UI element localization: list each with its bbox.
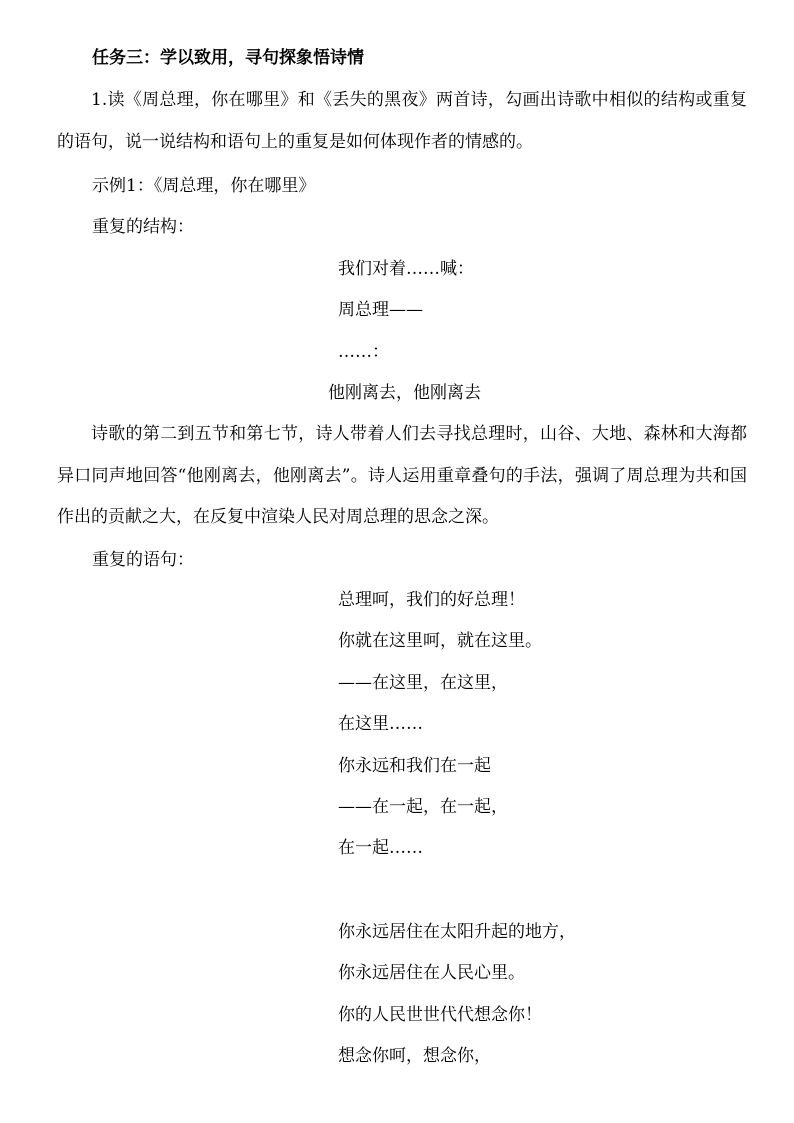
poem-line: 你就在这里呵，就在这里。 [338, 631, 542, 652]
repeated-sentences-stanza-2 [338, 912, 576, 1078]
poem-line: ——在这里，在这里， [338, 672, 508, 693]
poem-line: ——在一起，在一起， [338, 796, 508, 817]
task-title: 任务三：学以致用，寻句探象悟诗情 [92, 48, 364, 68]
poem-line: 在这里…… [338, 714, 423, 735]
structure-line-4: 他刚离去，他刚离去 [328, 383, 481, 403]
poem-line: 在一起…… [338, 838, 423, 859]
analysis-paragraph: 诗歌的第二到五节和第七节，诗人带着人们去寻找总理时，山谷、大地、森林和大海都异口同声地回答“他刚离去，他刚离去”。诗人运用重章叠句的手法，强调了周总理为共和国作出的贡献之大，在反复中渲染人民对周总理的思念之深。 [57, 424, 747, 527]
repeated-sentences-stanza-1 [338, 580, 542, 870]
poem-line: 总理呵，我们的好总理！ [338, 590, 525, 610]
poem-line: 你永远居住在太阳升起的地方， [338, 922, 576, 942]
poem-line: 你的人民世世代代想念你！ [338, 1004, 542, 1025]
structure-label: 重复的结构： [92, 217, 194, 237]
poem-line: 你永远和我们在一起 [338, 755, 491, 776]
example-label: 示例1：《周总理，你在哪里》 [92, 176, 316, 196]
sentence-label: 重复的语句： [92, 550, 194, 570]
structure-line-3: ……： [338, 342, 389, 362]
structure-line-2: 周总理—— [338, 300, 423, 320]
question-paragraph: 1.读《周总理，你在哪里》和《丢失的黑夜》两首诗，勾画出诗歌中相似的结构或重复的语句，说一说结构和语句上的重复是如何体现作者的情感的。 [57, 90, 747, 152]
structure-line-1: 我们对着……喊： [338, 259, 474, 279]
poem-line: 想念你呵，想念你， [338, 1046, 491, 1067]
poem-line: 你永远居住在人民心里。 [338, 963, 525, 984]
